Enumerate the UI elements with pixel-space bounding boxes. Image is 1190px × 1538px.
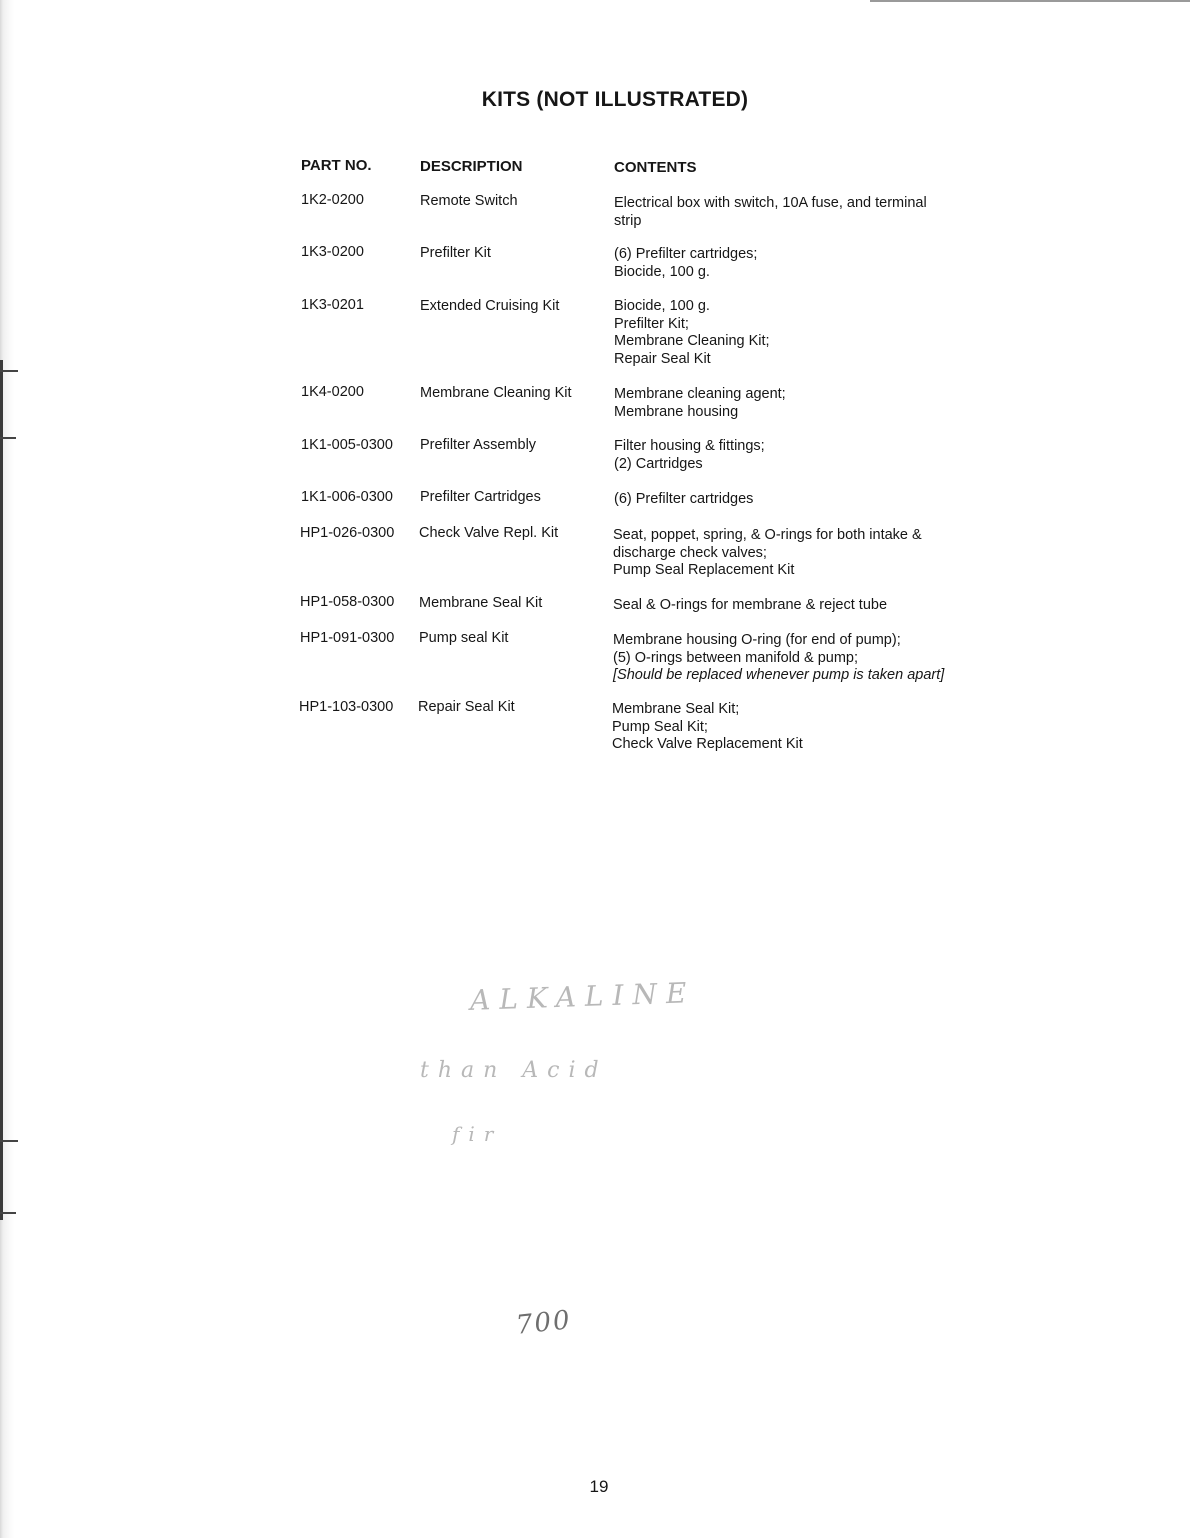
contents-line: (2) Cartridges <box>614 455 703 472</box>
part-number: HP1-026-0300 <box>300 525 395 541</box>
kit-description: Prefilter Kit <box>420 245 491 261</box>
scan-binding-shadow <box>0 360 3 1220</box>
contents-line: Biocide, 100 g. <box>614 298 710 314</box>
page-number: 19 <box>589 1477 609 1496</box>
part-number: 1K4-0200 <box>301 384 364 400</box>
part-number: 1K1-005-0300 <box>301 437 393 453</box>
pencil-handwriting: ALKALINE <box>469 976 696 1017</box>
contents-line: Membrane cleaning agent; <box>614 386 786 402</box>
column-header-description: DESCRIPTION <box>420 158 523 175</box>
contents-line: Check Valve Replacement Kit <box>612 736 803 752</box>
contents-line: Repair Seal Kit <box>614 350 711 367</box>
kit-contents <box>613 527 922 580</box>
scan-mark <box>0 370 18 372</box>
kit-description: Extended Cruising Kit <box>420 298 560 314</box>
contents-line: Filter housing & fittings; <box>614 438 765 454</box>
scan-mark <box>0 1212 16 1214</box>
scan-mark <box>0 437 16 439</box>
kit-description: Repair Seal Kit <box>418 699 515 715</box>
kit-description: Membrane Seal Kit <box>419 595 543 611</box>
kit-contents <box>614 195 927 230</box>
part-number: 1K3-0201 <box>301 297 364 313</box>
scan-mark <box>0 1140 18 1142</box>
part-number: HP1-058-0300 <box>300 594 395 610</box>
kit-contents <box>614 386 786 421</box>
handwritten-note: 700 <box>514 1305 574 1341</box>
contents-note: [Should be replaced whenever pump is taken apart] <box>613 667 945 683</box>
contents-line: Membrane housing O-ring (for end of pump); <box>613 632 901 648</box>
kit-contents <box>613 632 944 685</box>
contents-line: Seat, poppet, spring, & O-rings for both intake & <box>613 527 922 543</box>
pencil-handwriting: fir <box>452 1122 503 1146</box>
contents-line: Prefilter Kit; <box>614 315 689 332</box>
page-title: KITS (NOT ILLUSTRATED) <box>481 88 749 111</box>
kit-contents <box>614 438 765 473</box>
kit-contents <box>614 298 770 368</box>
part-number: HP1-091-0300 <box>300 630 395 646</box>
contents-line: discharge check valves; <box>613 544 767 561</box>
kit-description: Prefilter Assembly <box>420 437 537 453</box>
kit-description: Check Valve Repl. Kit <box>419 525 559 541</box>
contents-line: Pump Seal Replacement Kit <box>613 562 795 578</box>
column-header-contents: CONTENTS <box>614 159 697 176</box>
contents-line: (5) O-rings between manifold & pump; <box>613 649 858 666</box>
contents-line: Membrane Seal Kit; <box>612 701 740 717</box>
contents-line: Electrical box with switch, 10A fuse, and terminal <box>614 195 927 211</box>
contents-line: Membrane Cleaning Kit; <box>614 333 770 349</box>
contents-line: strip <box>614 212 642 229</box>
contents-line: Biocide, 100 g. <box>614 263 710 280</box>
contents-line: Membrane housing <box>614 403 739 420</box>
contents-line: (6) Prefilter cartridges; <box>614 246 758 262</box>
kit-contents <box>612 701 803 754</box>
kit-contents <box>614 246 757 281</box>
kit-contents <box>614 491 753 509</box>
contents-line: (6) Prefilter cartridges <box>614 491 754 507</box>
contents-line: Pump Seal Kit; <box>612 718 708 735</box>
column-header-part-no: PART NO. <box>301 157 372 174</box>
kit-description: Remote Switch <box>420 193 518 209</box>
kit-contents <box>613 597 887 615</box>
contents-line: Seal & O-rings for membrane & reject tube <box>613 597 888 613</box>
kit-description: Membrane Cleaning Kit <box>420 385 572 401</box>
pencil-handwriting: than Acid <box>420 1058 608 1083</box>
kit-description: Prefilter Cartridges <box>420 489 541 505</box>
part-number: 1K1-006-0300 <box>301 489 393 505</box>
part-number: HP1-103-0300 <box>299 699 394 715</box>
part-number: 1K2-0200 <box>301 192 364 208</box>
part-number: 1K3-0200 <box>301 244 364 260</box>
kit-description: Pump seal Kit <box>419 630 509 646</box>
scan-top-line <box>870 0 1190 2</box>
